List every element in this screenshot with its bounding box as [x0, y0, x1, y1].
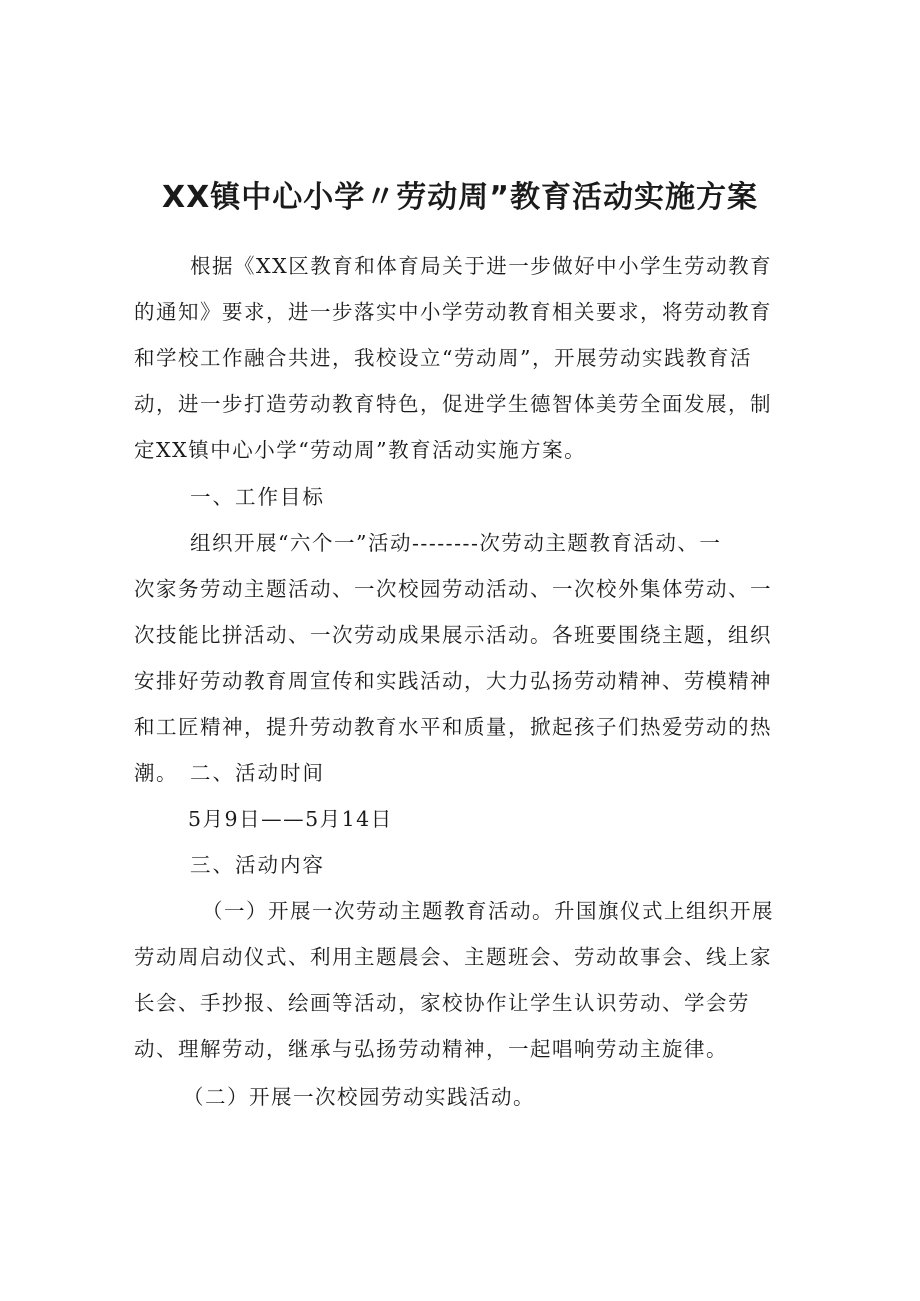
section-heading-activity-time: 二、活动时间 — [190, 761, 325, 785]
activity-time-value: 5月9日——5月14日 — [188, 807, 393, 831]
work-goals-first-line: 组织开展“六个一”活动--------次劳动主题教育活动、一 — [190, 531, 722, 555]
section-heading-activity-content: 三、活动内容 — [190, 853, 325, 877]
section-heading-work-goals: 一、工作目标 — [190, 485, 325, 509]
intro-paragraph: 根据《XX区教育和体育局关于进一步做好中小学生劳动教育的通知》要求，进一步落实中小学劳动教育相关要求，将劳动教育和学校工作融合共进，我校设立“劳动周”，开展劳动实践教育活动，进一步打造劳动教育特色，促进学生德智体美劳全面发展，制定XX镇中心小学“劳动周”教育活动实施方案。 — [134, 254, 773, 462]
activity-item-2-line: （二）开展一次校园劳动实践活动。 — [183, 1085, 535, 1109]
activity-item-1-paragraph: （一）开展一次劳动主题教育活动。升国旗仪式上组织开展劳动周启动仪式、利用主题晨会、主题班会、劳动故事会、线上家长会、手抄报、绘画等活动，家校协作让学生认识劳动、学会劳动、理解劳动，继承与弘扬劳动精神，一起唱响劳动主旋律。 — [134, 899, 774, 1061]
work-goals-paragraph: 次家务劳动主题活动、一次校园劳动活动、一次校外集体劳动、一次技能比拼活动、一次劳动成果展示活动。各班要围绕主题，组织安排好劳动教育周宣传和实践活动，大力弘扬劳动精神、劳模精神和工匠精神，提升劳动教育水平和质量，掀起孩子们热爱劳动的热潮。 — [134, 577, 772, 785]
document-title: XX镇中心小学〃劳动周”教育活动实施方案 — [162, 180, 758, 215]
